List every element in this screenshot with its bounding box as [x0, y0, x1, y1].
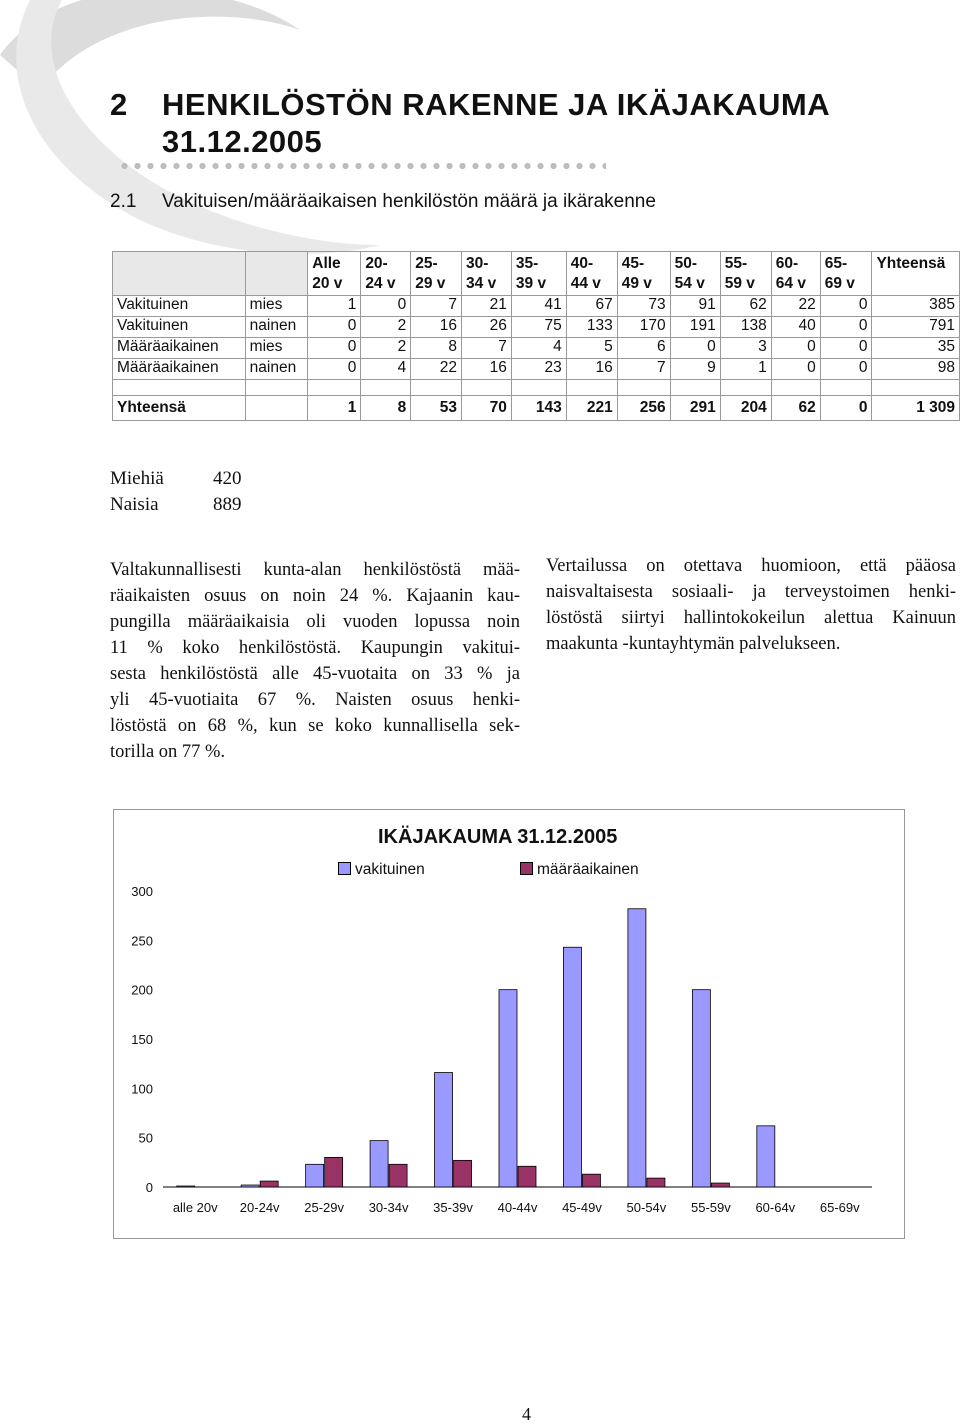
- column-header-line: 25-: [415, 255, 438, 272]
- table-header-row: [113, 252, 960, 296]
- header-empty-cell: [245, 252, 308, 296]
- table-cell: 67: [566, 296, 617, 317]
- spacer-cell: [617, 380, 670, 396]
- y-tick-label: 200: [131, 982, 153, 998]
- column-header-line: 34 v: [466, 275, 497, 292]
- table-cell: 5: [566, 338, 617, 359]
- y-tick-label: 0: [145, 1180, 153, 1195]
- table-spacer-row: [113, 380, 960, 396]
- x-tick-label: 50-54v: [626, 1200, 667, 1215]
- x-tick-label: 35-39v: [433, 1200, 473, 1215]
- legend-swatch: [338, 862, 351, 875]
- column-header-line: 24 v: [365, 275, 396, 292]
- paragraph-line: yli 45-vuotiaita 67 %. Naisten osuus henki-: [110, 690, 520, 710]
- table-row: [113, 317, 960, 338]
- header-empty-cell: [113, 252, 246, 296]
- table-cell: 7: [617, 359, 670, 380]
- x-tick-label: 55-59v: [690, 1200, 731, 1215]
- count-row-men: [110, 466, 242, 492]
- y-tick-label: 100: [131, 1081, 153, 1097]
- paragraph-line: Vertailussa on otettava huomioon, että pääosa: [546, 556, 956, 576]
- column-header: [872, 252, 960, 296]
- paragraph-left: [110, 557, 520, 765]
- spacer-cell: [511, 380, 566, 396]
- total-cell: 53: [411, 396, 462, 421]
- table-cell: 191: [670, 317, 720, 338]
- column-header-line: Alle: [312, 255, 341, 272]
- column-header-line: 69 v: [824, 275, 855, 292]
- column-header-line: 60-: [775, 255, 799, 272]
- table-cell: 41: [511, 296, 566, 317]
- table-cell: 0: [308, 359, 361, 380]
- column-header-line: 45-: [621, 255, 645, 272]
- legend-label: vakituinen: [355, 861, 425, 878]
- column-header: [670, 252, 720, 296]
- spacer-cell: [245, 380, 308, 396]
- spacer-cell: [411, 380, 462, 396]
- spacer-cell: [820, 380, 872, 396]
- subsection-heading: [110, 191, 656, 213]
- paragraph-line: Valtakunnallisesti kunta-alan henkilöstöstä mää-: [110, 560, 520, 580]
- paragraph-line: sesta henkilöstöstä alle 45-vuotaita on 33 % ja: [110, 664, 520, 684]
- x-tick-label: 25-29v: [304, 1200, 345, 1215]
- column-header: [308, 252, 361, 296]
- column-header-line: 30-: [466, 255, 489, 272]
- table-cell: 0: [308, 317, 361, 338]
- table-cell: 16: [566, 359, 617, 380]
- spacer-cell: [771, 380, 820, 396]
- table-cell: 98: [872, 359, 960, 380]
- table-cell: 75: [511, 317, 566, 338]
- x-tick-label: alle 20v: [172, 1200, 218, 1215]
- column-header-line: 20-: [365, 255, 388, 272]
- x-tick-label: 20-24v: [239, 1200, 280, 1215]
- table-cell: 1: [720, 359, 771, 380]
- dotted-divider: [118, 162, 606, 170]
- row-gender-cell: nainen: [245, 317, 308, 338]
- column-header-line: 39 v: [515, 275, 547, 292]
- table-cell: 7: [462, 338, 512, 359]
- count-value: 889: [213, 494, 242, 515]
- table-cell: 0: [361, 296, 411, 317]
- row-gender-cell: nainen: [245, 359, 308, 380]
- total-cell: 143: [511, 396, 566, 421]
- table-cell: 2: [361, 317, 411, 338]
- table-row: [113, 359, 960, 380]
- paragraph-line: räaikaisten osuus on noin 24 %. Kajaanin kau-: [110, 586, 520, 606]
- x-tick-label: 40-44v: [497, 1200, 538, 1215]
- column-header: [617, 252, 670, 296]
- column-header-line: 49 v: [621, 275, 652, 292]
- total-cell: 70: [462, 396, 512, 421]
- column-header-line: 54 v: [674, 275, 705, 292]
- total-label-cell: Yhteensä: [113, 396, 246, 421]
- table-cell: 16: [462, 359, 512, 380]
- staff-age-table: [112, 251, 960, 421]
- total-cell: 0: [820, 396, 872, 421]
- column-header-line: 65-: [824, 255, 848, 272]
- table-cell: 0: [820, 296, 872, 317]
- legend-item-maaraaikainen: [520, 861, 639, 879]
- spacer-cell: [361, 380, 411, 396]
- paragraph-line: torilla on 77 %.: [110, 742, 226, 762]
- total-cell: 62: [771, 396, 820, 421]
- column-header-line: 40-: [570, 255, 594, 272]
- table-cell: 6: [617, 338, 670, 359]
- total-cell: 256: [617, 396, 670, 421]
- table-cell: 385: [872, 296, 960, 317]
- column-header-line: 44 v: [570, 275, 601, 292]
- paragraph-right: [546, 553, 956, 657]
- column-header-line: 64 v: [775, 275, 806, 292]
- spacer-cell: [113, 380, 246, 396]
- table-cell: 8: [411, 338, 462, 359]
- table-cell: 62: [720, 296, 771, 317]
- count-label: Naisia: [110, 494, 159, 515]
- paragraph-line: löstöstä on 68 %, kun se koko kunnallisella sek-: [110, 716, 520, 736]
- count-value: 420: [213, 468, 242, 489]
- table-cell: 22: [411, 359, 462, 380]
- paragraph-line: 11 % koko henkilöstöstä. Kaupungin vakitui-: [110, 638, 520, 658]
- table-cell: 791: [872, 317, 960, 338]
- x-tick-label: 65-69v: [819, 1200, 860, 1215]
- table-cell: 22: [771, 296, 820, 317]
- spacer-cell: [670, 380, 720, 396]
- x-tick-label: 45-49v: [562, 1200, 602, 1215]
- column-header: [720, 252, 771, 296]
- column-header: [511, 252, 566, 296]
- paragraph-line: löstöstä siirtyi hallintokokeilun alettua Kainuun: [546, 608, 956, 628]
- table-cell: 133: [566, 317, 617, 338]
- spacer-cell: [462, 380, 512, 396]
- subsection-number: 2.1: [110, 191, 137, 212]
- spacer-cell: [308, 380, 361, 396]
- total-cell: 291: [670, 396, 720, 421]
- column-header-line: 29 v: [415, 275, 446, 292]
- total-empty-cell: [245, 396, 308, 421]
- section-title-line1: HENKILÖSTÖN RAKENNE JA IKÄJAKAUMA: [162, 87, 831, 122]
- table-cell: 2: [361, 338, 411, 359]
- table-cell: 35: [872, 338, 960, 359]
- total-cell: 221: [566, 396, 617, 421]
- column-header: [820, 252, 872, 296]
- table-cell: 40: [771, 317, 820, 338]
- column-header: [361, 252, 411, 296]
- column-header-line: 20 v: [312, 275, 343, 292]
- column-header-line: 35-: [515, 255, 539, 272]
- spacer-cell: [872, 380, 960, 396]
- table-cell: 0: [820, 317, 872, 338]
- table-cell: 0: [771, 338, 820, 359]
- count-row-women: [110, 492, 242, 518]
- column-header-line: 59 v: [724, 275, 755, 292]
- gender-counts: [110, 466, 242, 518]
- subsection-title: Vakituisen/määräaikaisen henkilöstön määrä ja ikärakenne: [162, 191, 656, 212]
- table-cell: 3: [720, 338, 771, 359]
- table-cell: 0: [820, 338, 872, 359]
- table-cell: 0: [308, 338, 361, 359]
- column-header-line: 55-: [724, 255, 748, 272]
- table-cell: 9: [670, 359, 720, 380]
- total-cell: 1 309: [872, 396, 960, 421]
- column-header: [771, 252, 820, 296]
- column-header-line: 50-: [674, 255, 698, 272]
- row-type-cell: Määräaikainen: [113, 359, 246, 380]
- table-cell: 4: [361, 359, 411, 380]
- table-cell: 73: [617, 296, 670, 317]
- spacer-cell: [720, 380, 771, 396]
- spacer-cell: [566, 380, 617, 396]
- table-cell: 16: [411, 317, 462, 338]
- table-cell: 1: [308, 296, 361, 317]
- table-cell: 23: [511, 359, 566, 380]
- row-type-cell: Vakituinen: [113, 296, 246, 317]
- row-type-cell: Vakituinen: [113, 317, 246, 338]
- chart-frame: [113, 809, 905, 1239]
- table-cell: 91: [670, 296, 720, 317]
- total-cell: 1: [308, 396, 361, 421]
- total-cell: 204: [720, 396, 771, 421]
- y-tick-label: 150: [131, 1032, 153, 1047]
- paragraph-line: maakunta -kuntayhtymän palvelukseen.: [546, 634, 841, 654]
- row-gender-cell: mies: [245, 296, 308, 317]
- y-tick-label: 50: [138, 1130, 153, 1146]
- page-number: 4: [522, 1404, 531, 1424]
- table-cell: 4: [511, 338, 566, 359]
- column-header-line: Yhteensä: [876, 255, 946, 272]
- legend-label: määräaikainen: [537, 861, 639, 878]
- section-heading: [110, 86, 830, 160]
- legend-item-vakituinen: [338, 861, 425, 879]
- section-number: 2: [110, 87, 128, 122]
- y-tick-label: 300: [131, 884, 153, 899]
- total-cell: 8: [361, 396, 411, 421]
- y-tick-label: 250: [131, 933, 153, 949]
- column-header: [411, 252, 462, 296]
- paragraph-line: naisvaltaisesta sosiaali- ja terveystoimen henki-: [546, 582, 956, 602]
- table-total-row: [113, 396, 960, 421]
- chart-title: IKÄJAKAUMA 31.12.2005: [378, 826, 618, 848]
- table-cell: 170: [617, 317, 670, 338]
- legend-swatch: [520, 862, 533, 875]
- table-cell: 138: [720, 317, 771, 338]
- table-cell: 26: [462, 317, 512, 338]
- column-header: [566, 252, 617, 296]
- table-row: [113, 296, 960, 317]
- table-cell: 0: [771, 359, 820, 380]
- section-title-line2: 31.12.2005: [162, 124, 323, 159]
- row-type-cell: Määräaikainen: [113, 338, 246, 359]
- table-cell: 7: [411, 296, 462, 317]
- x-tick-label: 30-34v: [368, 1200, 409, 1215]
- table-cell: 0: [670, 338, 720, 359]
- table-cell: 21: [462, 296, 512, 317]
- x-tick-label: 60-64v: [755, 1200, 796, 1215]
- column-header: [462, 252, 512, 296]
- row-gender-cell: mies: [245, 338, 308, 359]
- table-row: [113, 338, 960, 359]
- paragraph-line: pungilla määräaikaisia oli vuoden lopussa noin: [110, 612, 520, 632]
- table-cell: 0: [820, 359, 872, 380]
- count-label: Miehiä: [110, 468, 164, 489]
